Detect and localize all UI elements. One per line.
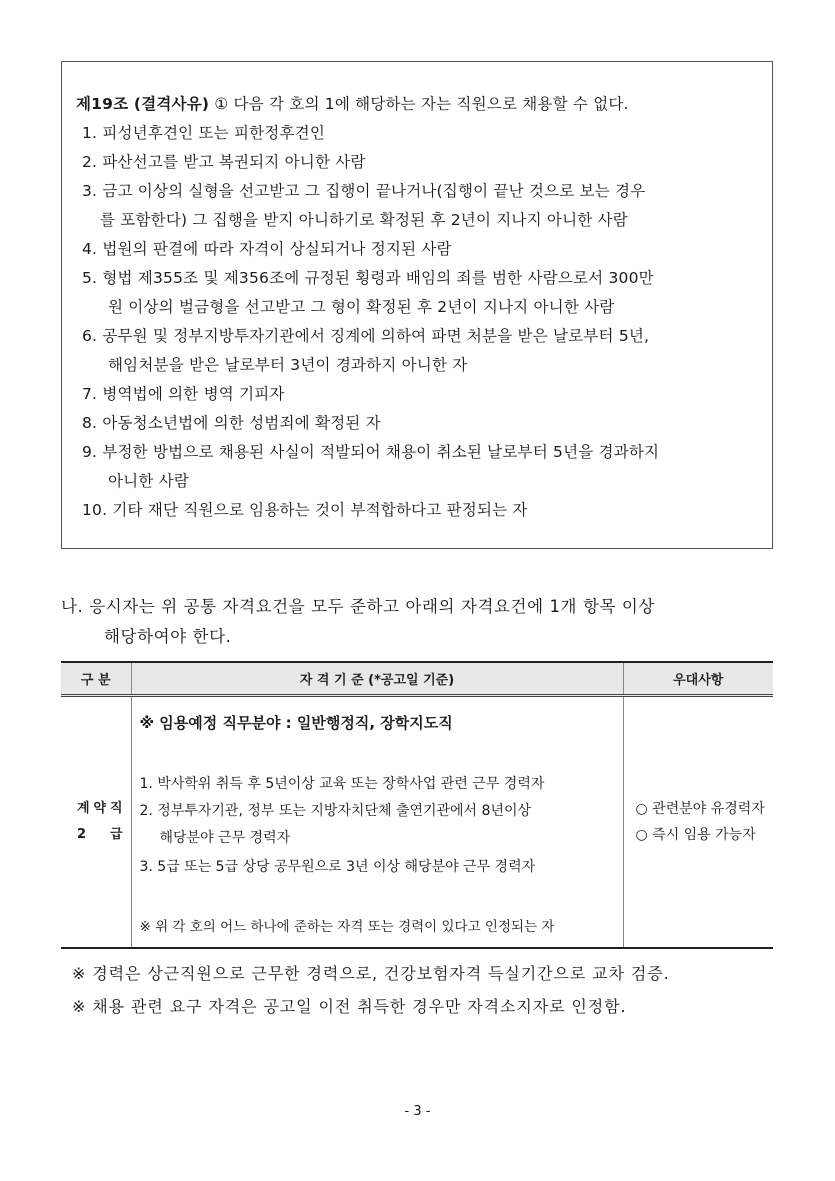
page-number: - 3 - <box>404 1104 431 1119</box>
article-item: 7. 병역법에 의한 병역 기피자 <box>82 385 285 403</box>
table-row <box>61 696 773 949</box>
article-item: 10. 기타 재단 직원으로 임용하는 것이 부적합하다고 판정되는 자 <box>82 501 528 519</box>
category-line2 <box>61 822 131 848</box>
category-line1 <box>61 796 131 822</box>
category-char: 직 <box>109 801 123 816</box>
header-qualification: 자 격 기 준 (*공고일 기준) <box>131 662 623 696</box>
section-na-line1: 나. 응시자는 위 공통 자격요건을 모두 준하고 아래의 자격요건에 1개 항목 이상 <box>61 597 655 616</box>
category-char: 2 <box>77 827 87 842</box>
article-title: 제19조 (결격사유) <box>76 95 210 113</box>
qualification-item: 3. 5급 또는 5급 상당 공무원으로 3년 이상 해당분야 근무 경력자 <box>139 859 536 875</box>
article-item: 4. 법원의 판결에 따라 자격이 상실되거나 정지된 사람 <box>82 240 452 258</box>
requirements-table <box>61 661 773 949</box>
header-preference: 우대사항 <box>623 662 773 696</box>
table-header-row <box>61 662 773 696</box>
qualification-heading: ※ 임용예정 직무분야 : 일반행정직, 장학지도직 <box>139 714 453 732</box>
article-item: 3. 금고 이상의 실형을 선고받고 그 집행이 끝나거나(집행이 끝난 것으로 보는 경우 <box>82 182 646 200</box>
header-category: 구 분 <box>61 662 131 696</box>
article-item: 5. 형법 제355조 및 제356조에 규정된 횡령과 배임의 죄를 범한 사람으로서 300만 <box>82 269 654 287</box>
qualification-cell <box>131 696 623 949</box>
article-item-continued: 해임처분을 받은 날로부터 3년이 경과하지 아니한 자 <box>108 356 468 374</box>
footnote-career: ※ 경력은 상근직원으로 근무한 경력으로, 건강보험자격 득실기간으로 교차 검증. <box>72 964 670 983</box>
article-item: 1. 피성년후견인 또는 피한정후견인 <box>82 124 325 142</box>
qualification-note: ※ 위 각 호의 어느 하나에 준하는 자격 또는 경력이 있다고 인정되는 자 <box>139 919 555 935</box>
article-item-continued: 원 이상의 벌금형을 선고받고 그 형이 확정된 후 2년이 지나지 아니한 사람 <box>108 298 615 316</box>
article-item-continued: 를 포함한다) 그 집행을 받지 아니하기로 확정된 후 2년이 지나지 아니한 사람 <box>100 211 628 229</box>
preference-cell <box>623 696 773 949</box>
section-na-line2: 해당하여야 한다. <box>104 627 232 646</box>
article-title-line <box>76 94 629 114</box>
qualification-item: 2. 정부투자기관, 정부 또는 지방자치단체 출연기관에서 8년이상 <box>139 803 532 819</box>
category-char: 계 <box>77 801 90 816</box>
article-item: 9. 부정한 방법으로 채용된 사실이 적발되어 채용이 취소된 날로부터 5년을 경과하지 <box>82 443 660 461</box>
disqualification-article-box <box>61 61 773 549</box>
qualification-item-continued: 해당분야 근무 경력자 <box>159 830 291 846</box>
qualification-item: 1. 박사학위 취득 후 5년이상 교육 또는 장학사업 관련 근무 경력자 <box>139 776 545 792</box>
article-item: 2. 파산선고를 받고 복권되지 아니한 사람 <box>82 153 366 171</box>
article-item: 8. 아동청소년법에 의한 성범죄에 확정된 자 <box>82 414 381 432</box>
category-char: 약 <box>93 801 107 816</box>
preference-item: ○ 즉시 임용 가능자 <box>635 827 756 843</box>
article-intro: ① 다음 각 호의 1에 해당하는 자는 직원으로 채용할 수 없다. <box>209 95 629 113</box>
category-cell <box>61 696 131 949</box>
article-item: 6. 공무원 및 정부지방투자기관에서 징계에 의하여 파면 처분을 받은 날로부터 5년, <box>82 327 650 345</box>
category-char: 급 <box>109 827 123 842</box>
article-item-continued: 아니한 사람 <box>108 472 189 490</box>
footnote-qualification: ※ 채용 관련 요구 자격은 공고일 이전 취득한 경우만 자격소지자로 인정함. <box>72 997 627 1016</box>
preference-item: ○ 관련분야 유경력자 <box>635 801 765 817</box>
